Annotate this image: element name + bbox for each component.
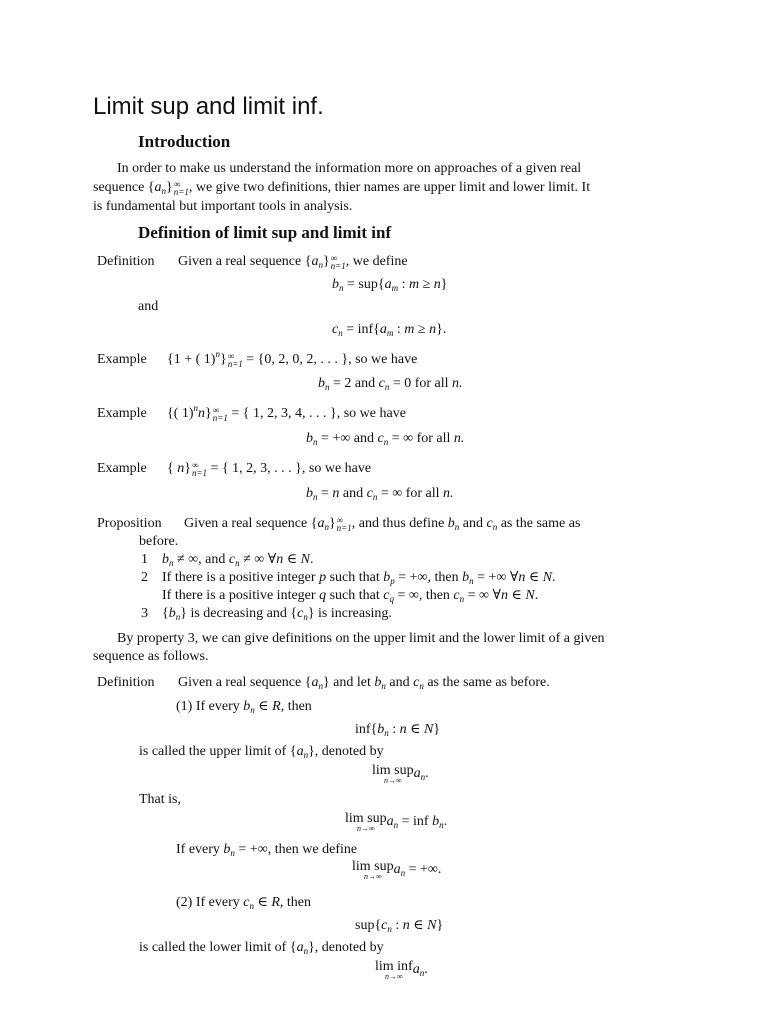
and-text: and: [138, 299, 159, 314]
definition-label: Definition: [97, 254, 155, 269]
proposition-text: Given a real sequence $\{a_n\}$ ∞ n=1 , and thus define $b_n$ and $c_n$ as the same as: [184, 514, 581, 533]
example-1-result: $b_n = 2$ and $c_n = 0$ for all n.: [318, 376, 463, 392]
example-2-text: {( 1)$^n$n} ∞ n=1 = { 1, 2, 3, 4, . . . }, so we have: [167, 403, 406, 423]
intro-line-2: sequence $\{a_n\}$ ∞ n=1 , we give two definitions, thier names are upper limit and lower limit. It: [93, 178, 591, 197]
inf-bn-expression: $inf\{b_n$ : n ∈ N}: [355, 722, 441, 738]
intro-line-3: is fundamental but important tools in analysis.: [93, 199, 353, 214]
proposition-item-1: $b_n$ ≠ ∞, and $c_n$ ≠ ∞ ∀n ∈ N.: [162, 552, 314, 568]
equation-bn-sup: $b_n = sup\{a_m$ : m ≥ n}: [332, 277, 448, 293]
that-is-text: That is,: [139, 792, 181, 807]
example-1-label: Example: [97, 352, 147, 367]
proposition-label: Proposition: [97, 516, 162, 531]
lim-sup-equals-inf: lim sup n→∞ $a_n$ = inf $b_n$.: [345, 811, 448, 833]
page-title: Limit sup and limit inf.: [93, 93, 324, 120]
if-every-plus-inf: If every $b_n$ = +∞, then we define: [176, 842, 358, 858]
proposition-item-2-num: 2: [141, 570, 148, 585]
example-2-result: $b_n$ = +∞ and $c_n$ = ∞ for all n.: [306, 431, 465, 447]
proposition-item-3-num: 3: [141, 606, 148, 621]
proposition-item-2b: If there is a positive integer q such that $c_q$ = ∞, then $c_n$ = ∞ ∀n ∈ N.: [162, 588, 539, 604]
definition-2-text: Given a real sequence $\{a_n\}$ and let $b_n$ and $c_n$ as the same as before.: [178, 675, 550, 691]
property-line-1: By property 3, we can give definitions on the upper limit and the lower limit of a given: [117, 631, 605, 646]
property-line-2: sequence as follows.: [93, 649, 209, 664]
definition-2-part-2: (2) If every $c_n$ ∈ R, then: [176, 895, 312, 911]
lim-sup-notation: lim sup n→∞ $a_n$.: [372, 763, 429, 785]
definition-text: Given a real sequence $\{a_n\}$ ∞ n=1 , we define: [178, 252, 408, 271]
equation-cn-inf: $c_n = inf\{a_m$ : m ≥ n}.: [332, 322, 447, 338]
lower-limit-text: is called the lower limit of $\{a_n\}$, denoted by: [139, 940, 384, 956]
definition-2-part-1: (1) If every $b_n$ ∈ R, then: [176, 699, 312, 715]
lim-sup-plus-inf: lim sup n→∞ $a_n$ = +∞.: [352, 859, 442, 881]
intro-line-1: In order to make us understand the information more on approaches of a given real: [117, 161, 582, 176]
intro-heading: Introduction: [138, 132, 231, 151]
example-2-label: Example: [97, 406, 147, 421]
example-3-result: $b_n = n$ and $c_n$ = ∞ for all n.: [306, 486, 454, 502]
section-heading: Definition of limit sup and limit inf: [138, 223, 392, 242]
example-3-text: { n} ∞ n=1 = { 1, 2, 3, . . . }, so we have: [167, 459, 372, 478]
example-3-label: Example: [97, 461, 147, 476]
example-1-text: {1 + ( 1)$^n$} ∞ n=1 = {0, 2, 0, 2, . . . }, so we have: [167, 349, 418, 369]
lim-inf-notation: lim inf n→∞ $a_n$.: [375, 959, 428, 981]
proposition-item-2: If there is a positive integer p such that $b_p$ = +∞, then $b_n$ = +∞ ∀n ∈ N.: [162, 570, 556, 586]
sup-cn-expression: $sup\{c_n$ : n ∈ N}: [355, 918, 444, 934]
upper-limit-text: is called the upper limit of $\{a_n\}$, denoted by: [139, 744, 384, 760]
proposition-item-1-num: 1: [141, 552, 148, 567]
definition-2-label: Definition: [97, 675, 155, 690]
proposition-before: before.: [139, 534, 179, 549]
proposition-item-3: $\{b_n\}$ is decreasing and $\{c_n\}$ is increasing.: [162, 606, 392, 622]
